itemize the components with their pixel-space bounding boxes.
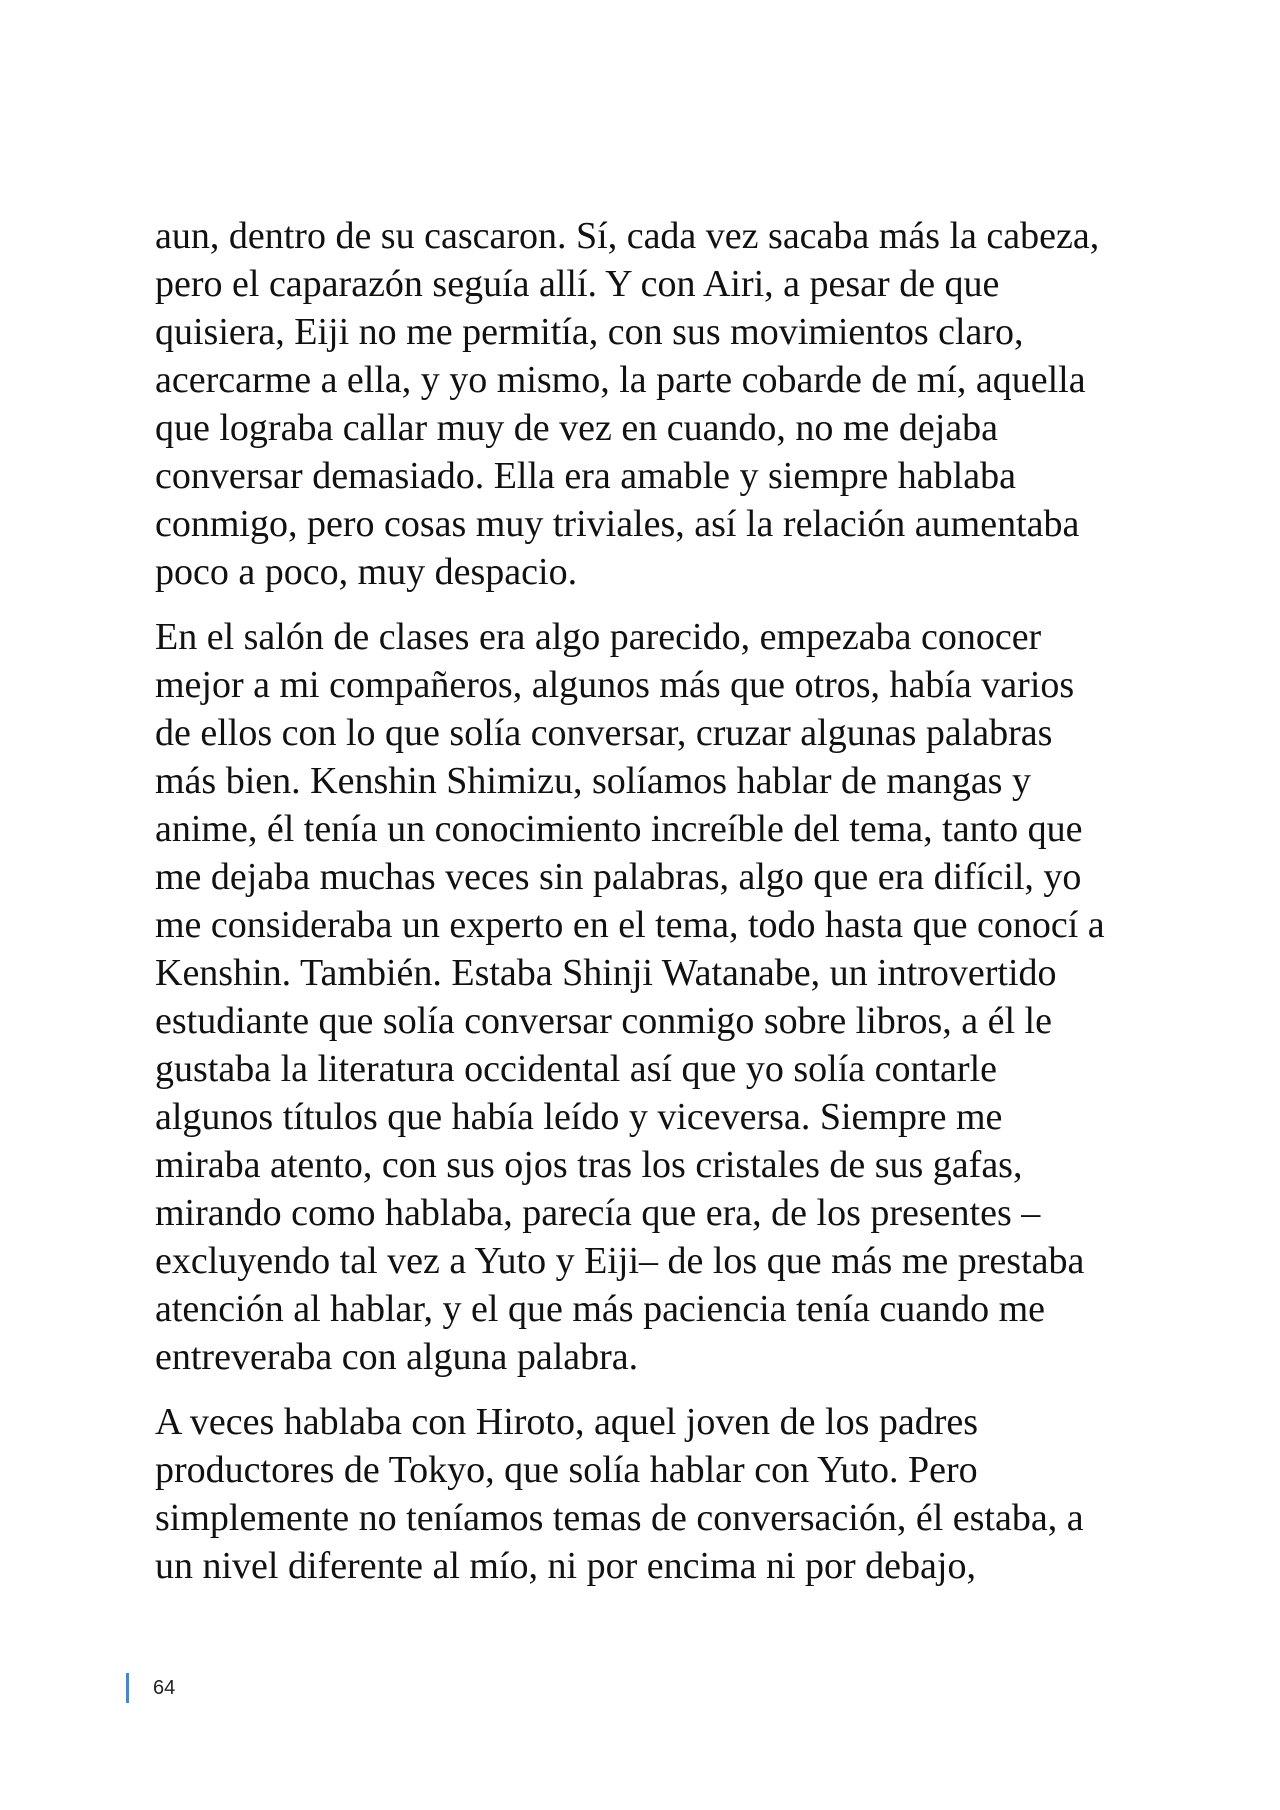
text-line: más bien. Kenshin Shimizu, solíamos hablar de mangas y: [155, 760, 1031, 802]
text-line: simplemente no teníamos temas de conversación, él estaba, a: [155, 1497, 1084, 1539]
text-line: productores de Tokyo, que solía hablar con Yuto. Pero: [155, 1449, 978, 1491]
text-line: Kenshin. También. Estaba Shinji Watanabe, un introvertido: [155, 952, 1057, 994]
page-footer: [126, 1672, 175, 1704]
paragraph-2: [155, 613, 1145, 1381]
page-number: 64: [153, 1676, 176, 1699]
text-line: aun, dentro de su cascaron. Sí, cada vez sacaba más la cabeza,: [155, 215, 1100, 257]
text-line: excluyendo tal vez a Yuto y Eiji– de los que más me prestaba: [155, 1240, 1085, 1282]
text-line: entreveraba con alguna palabra.: [155, 1336, 639, 1378]
text-line: miraba atento, con sus ojos tras los cristales de sus gafas,: [155, 1144, 1023, 1186]
text-line: gustaba la literatura occidental así que yo solía contarle: [155, 1048, 997, 1090]
text-line: mirando como hablaba, parecía que era, de los presentes –: [155, 1192, 1041, 1234]
text-line: A veces hablaba con Hiroto, aquel joven de los padres: [155, 1401, 979, 1443]
paragraph-gap: [155, 1381, 1145, 1398]
text-line: algunos títulos que había leído y viceversa. Siempre me: [155, 1096, 1003, 1138]
text-line: me dejaba muchas veces sin palabras, algo que era difícil, yo: [155, 856, 1082, 898]
text-line: En el salón de clases era algo parecido, empezaba conocer: [155, 616, 1042, 658]
text-line: que lograba callar muy de vez en cuando, no me dejaba: [155, 407, 999, 449]
paragraph-3: [155, 1398, 1145, 1590]
text-line: acercarme a ella, y yo mismo, la parte cobarde de mí, aquella: [155, 359, 1086, 401]
text-line: poco a poco, muy despacio.: [155, 551, 578, 593]
text-line: atención al hablar, y el que más paciencia tenía cuando me: [155, 1288, 1046, 1330]
footer-accent-bar: [126, 1673, 129, 1703]
text-line: me consideraba un experto en el tema, todo hasta que conocí a: [155, 904, 1105, 946]
text-line: anime, él tenía un conocimiento increíble del tema, tanto que: [155, 808, 1083, 850]
paragraph-1: [155, 212, 1145, 596]
text-line: un nivel diferente al mío, ni por encima ni por debajo,: [155, 1545, 976, 1587]
text-line: de ellos con lo que solía conversar, cruzar algunas palabras: [155, 712, 1053, 754]
text-line: mejor a mi compañeros, algunos más que otros, había varios: [155, 664, 1075, 706]
text-line: pero el caparazón seguía allí. Y con Airi, a pesar de que: [155, 263, 1000, 305]
text-line: conmigo, pero cosas muy triviales, así la relación aumentaba: [155, 503, 1080, 545]
body-text: [155, 212, 1145, 1590]
paragraph-gap: [155, 596, 1145, 613]
text-line: conversar demasiado. Ella era amable y siempre hablaba: [155, 455, 1016, 497]
text-line: quisiera, Eiji no me permitía, con sus movimientos claro,: [155, 311, 1024, 353]
text-line: estudiante que solía conversar conmigo sobre libros, a él le: [155, 1000, 1052, 1042]
